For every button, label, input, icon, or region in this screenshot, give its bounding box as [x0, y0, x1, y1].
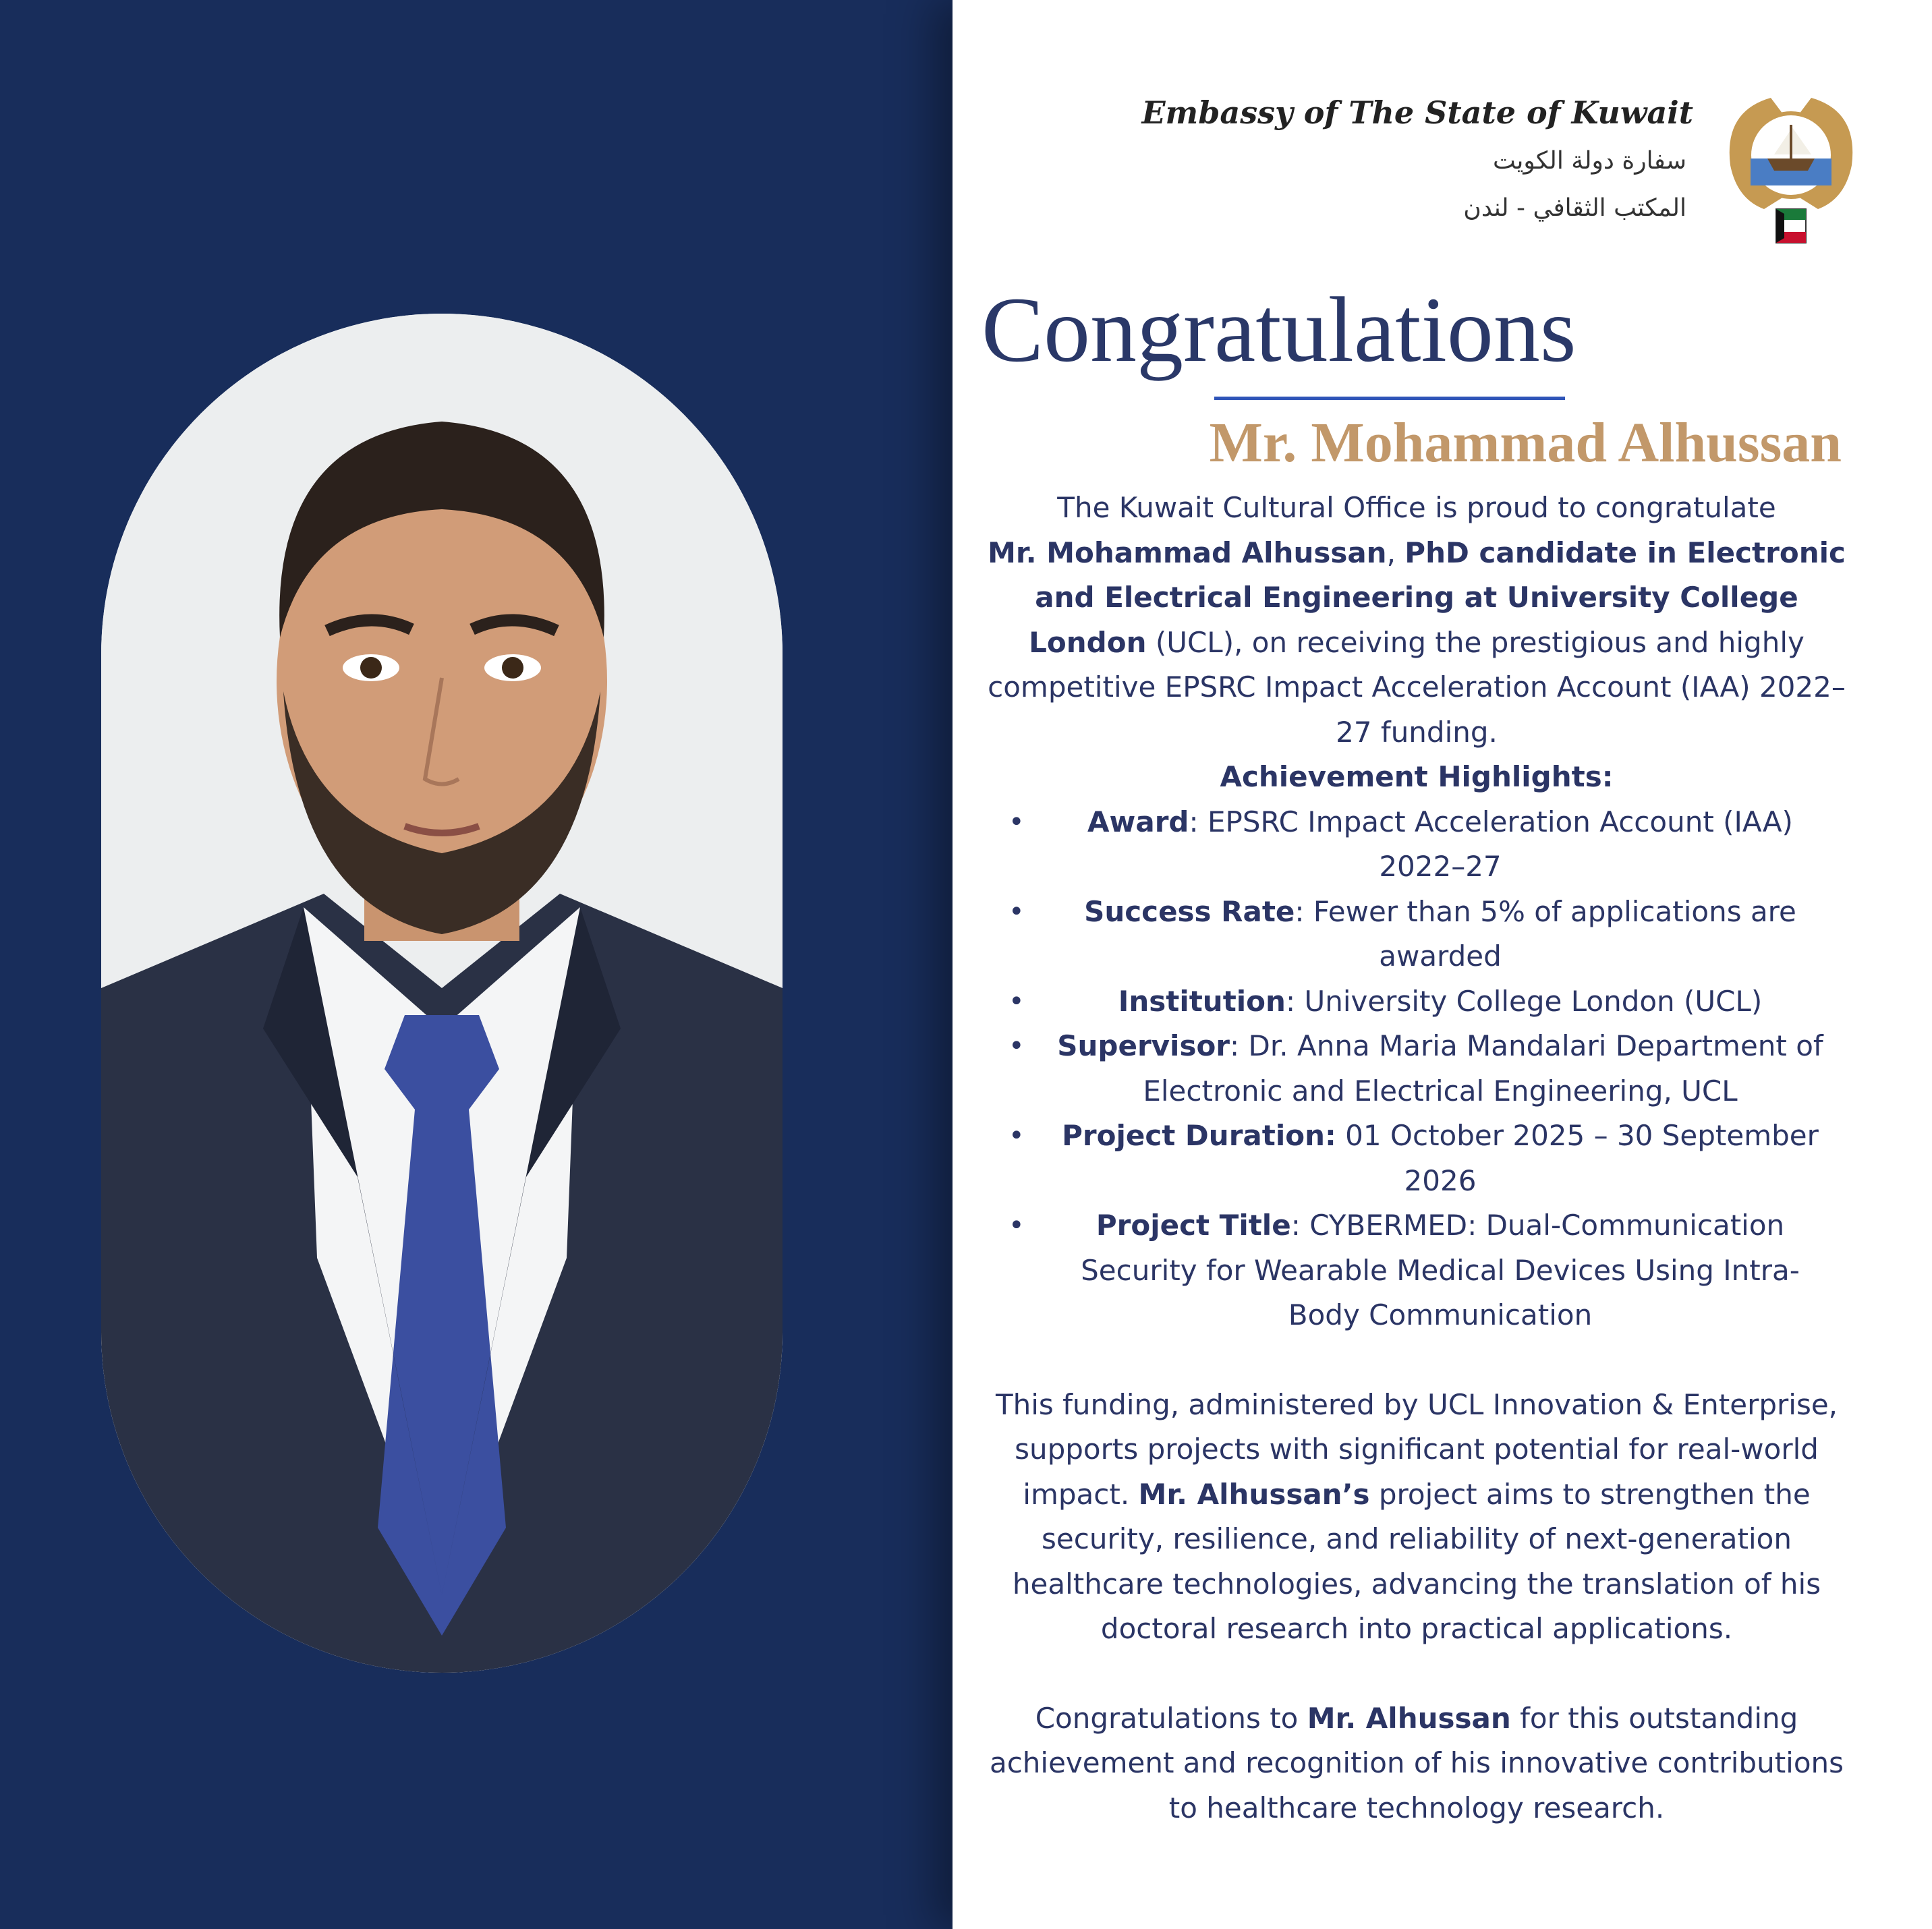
funding-paragraph: This funding, administered by UCL Innovation & Enterprise, supports projects with significant potential for real-world impact. Mr. Alhussan’s project aims to strengthen the security, resilience, and reliability of next-generation healthcare technologies, advancing the translation of his doctoral research into practical applications. — [995, 1387, 1838, 1645]
list-item: • Award: EPSRC Impact Acceleration Account (IAA) 2022–27 — [971, 800, 1862, 890]
embassy-name: Embassy of The State of Kuwait — [1141, 94, 1693, 131]
spacer — [971, 1338, 1862, 1383]
list-item: • Supervisor: Dr. Anna Maria Mandalari Department of Electronic and Electrical Engineering, UCL — [971, 1024, 1862, 1114]
highlights-list — [971, 800, 1862, 1338]
embassy-header — [1141, 88, 1693, 250]
highlights-heading: Achievement Highlights: — [1220, 760, 1614, 793]
closing-paragraph: Congratulations to Mr. Alhussan for this outstanding achievement and recognition of his innovative contributions to healthcare technology research. — [989, 1701, 1844, 1824]
portrait-photo — [101, 314, 783, 1673]
announcement-body — [971, 486, 1862, 1831]
intro-paragraph: The Kuwait Cultural Office is proud to congratulate Mr. Mohammad Alhussan, PhD candidate in Electronic and Electrical Engineering at University College London (UCL), on receiving the prestigious and highly competitive EPSRC Impact Acceleration Account (IAA) 2022–27 funding. — [988, 491, 1846, 749]
list-item: • Project Duration: 01 October 2025 – 30 September 2026 — [971, 1114, 1862, 1203]
list-item: • Success Rate: Fewer than 5% of applications are awarded — [971, 890, 1862, 979]
cultural-office-arabic: المكتب الثقافي - لندن — [1463, 194, 1686, 222]
list-item: • Project Title: CYBERMED: Dual-Communication Security for Wearable Medical Devices Using Intra-Body Communication — [971, 1203, 1862, 1338]
spacer — [971, 1652, 1862, 1696]
portrait-illustration — [101, 314, 783, 1673]
page-title: Congratulations — [982, 278, 1576, 381]
title-divider — [1214, 397, 1565, 400]
kuwait-emblem-icon — [1717, 84, 1865, 246]
list-item: • Institution: University College London (UCL) — [971, 979, 1862, 1025]
embassy-name-arabic: سفارة دولة الكويت — [1493, 147, 1686, 175]
honoree-name: Mr. Mohammad Alhussan — [1209, 411, 1842, 474]
